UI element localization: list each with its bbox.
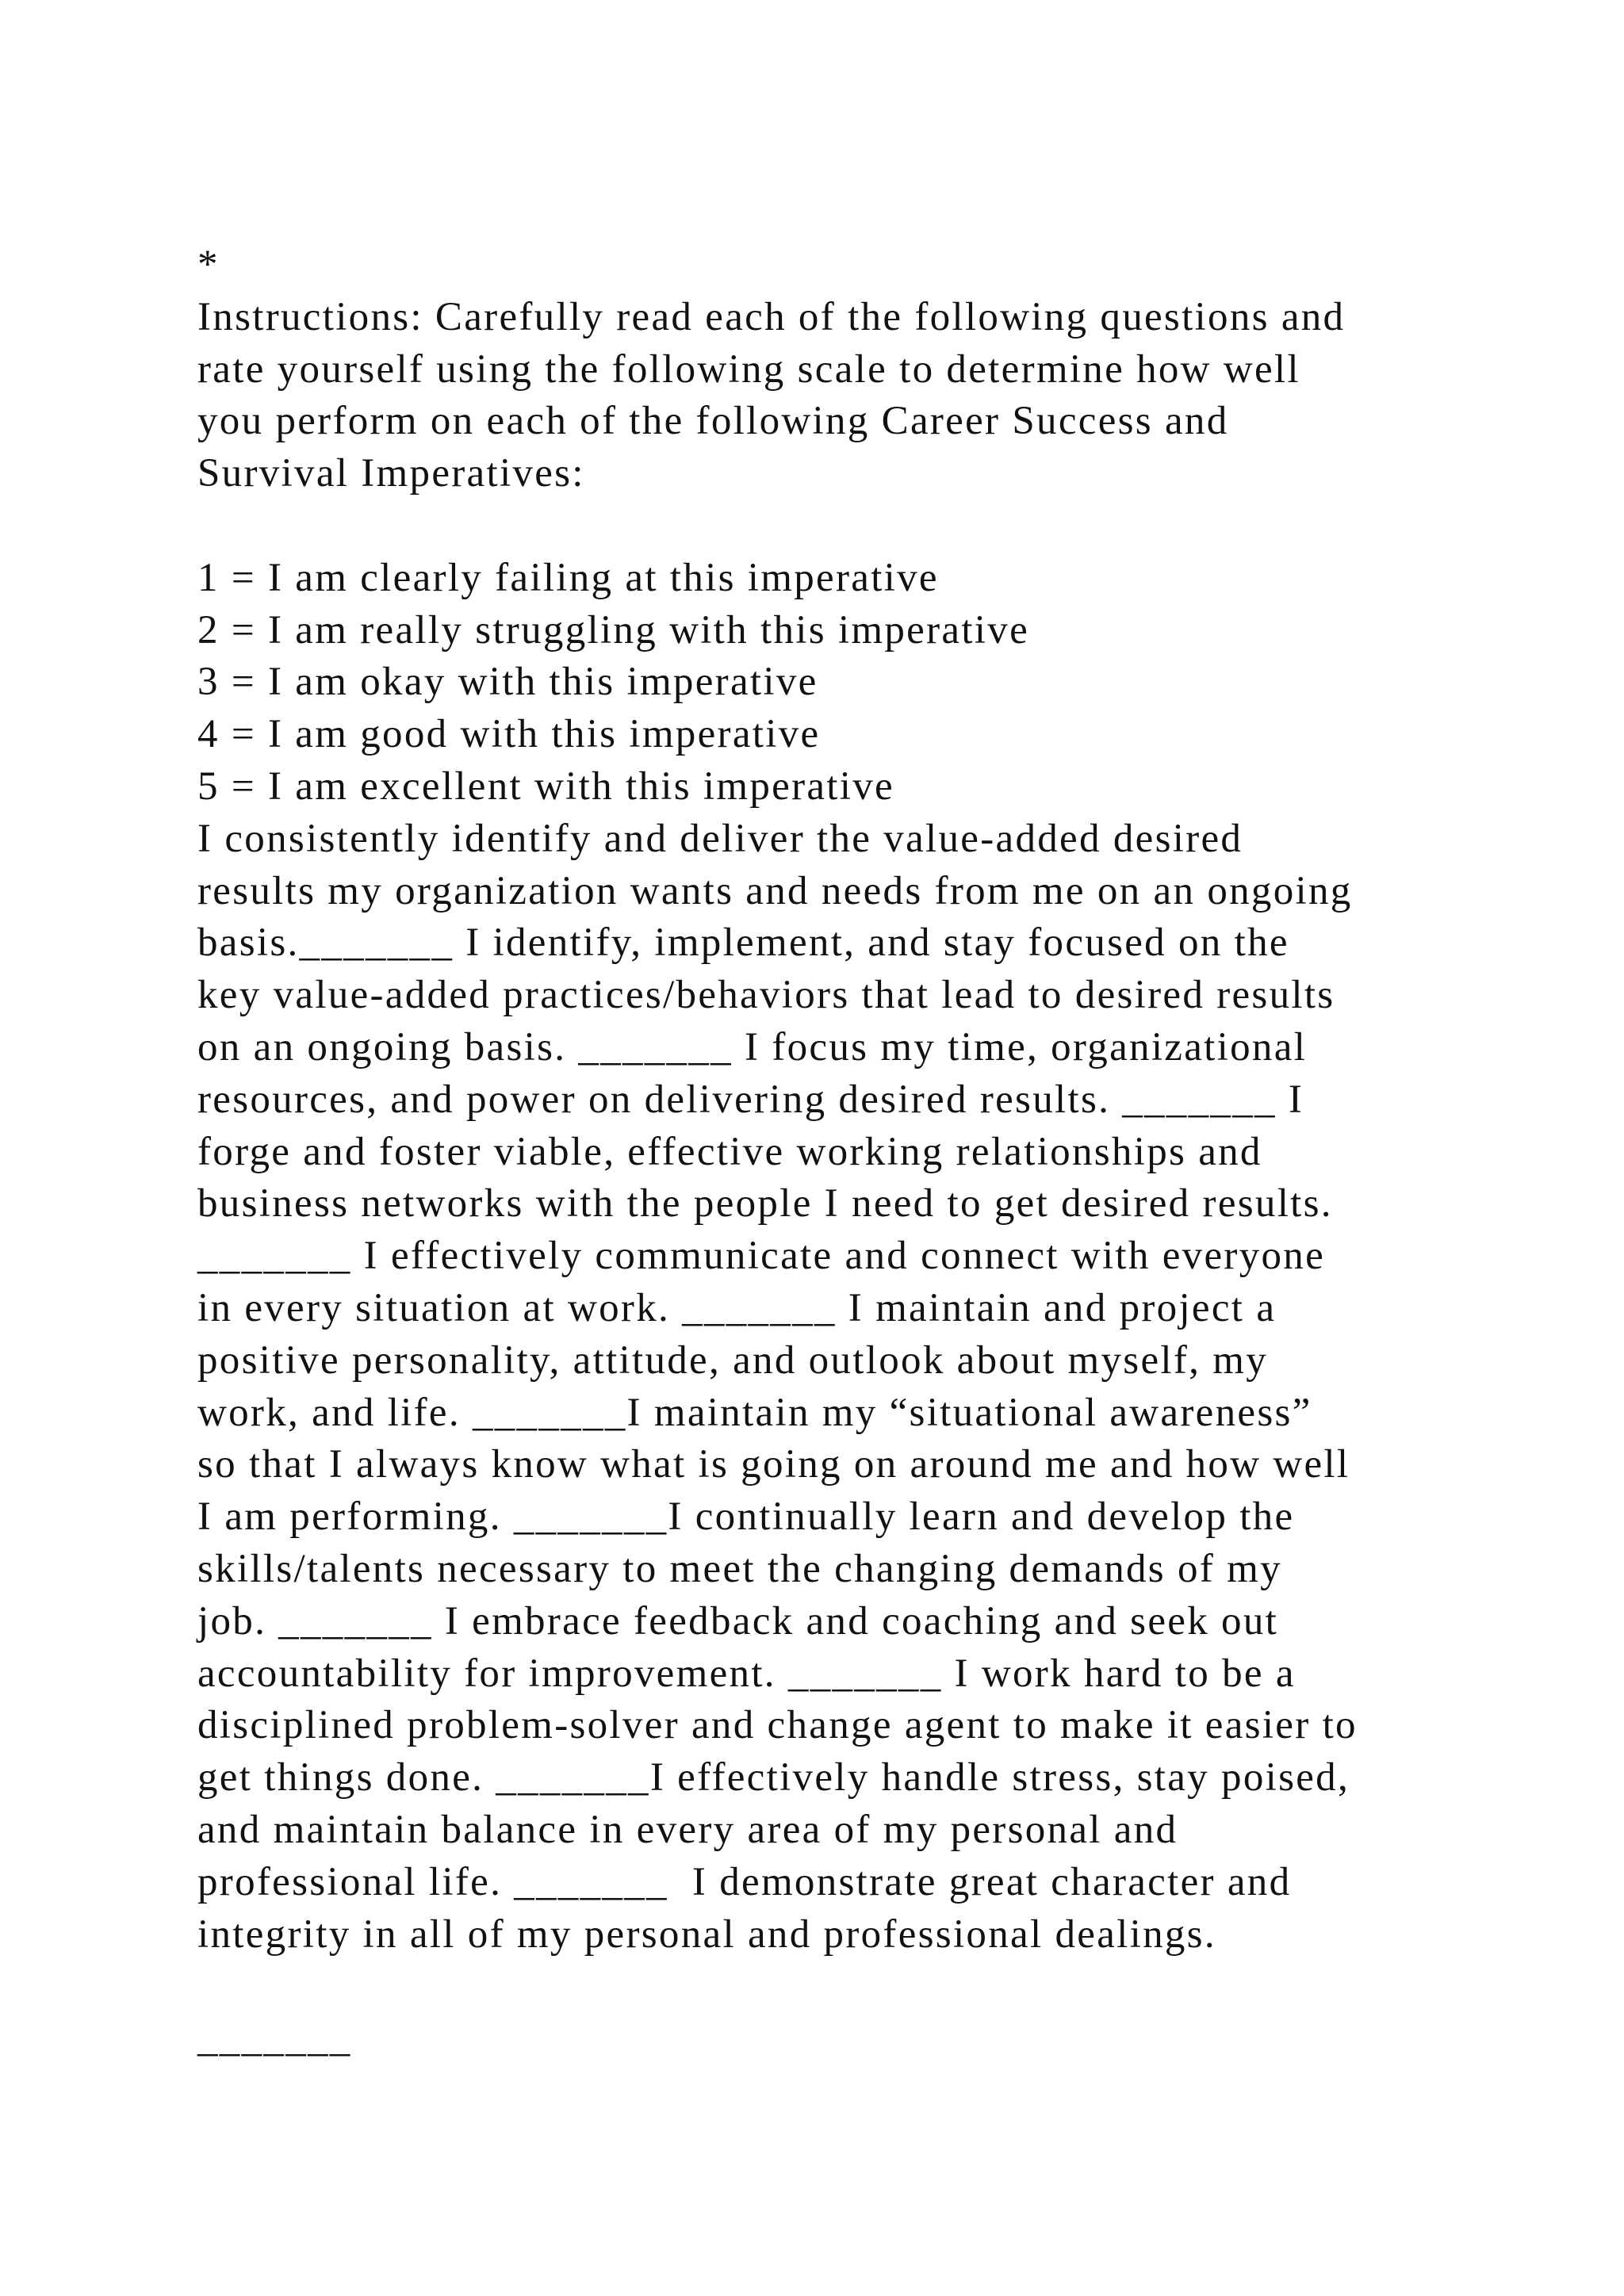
questions-line: so that I always know what is going on around me and how well [197,1442,1350,1487]
questions-line: I am performing. _______I continually learn and develop the [197,1494,1295,1540]
questions-line: on an ongoing basis. _______ I focus my time, organizational [197,1024,1308,1070]
questions-line: in every situation at work. _______ I maintain and project a [197,1285,1277,1330]
instructions-line: rate yourself using the following scale to determine how well [197,346,1300,392]
scale-item: 3 = I am okay with this imperative [197,660,818,705]
questions-line: positive personality, attitude, and outlook about myself, my [197,1337,1268,1383]
paragraph-spacer [197,1961,1450,2013]
questions-line: _______ I effectively communicate and connect with everyone [197,1234,1326,1279]
instructions-line: Instructions: Carefully read each of the following questions and [197,294,1346,339]
questions-line: disciplined problem-solver and change agent to make it easier to [197,1703,1358,1748]
questions-line: basis._______ I identify, implement, and stay focused on the [197,920,1289,966]
questions-line: integrity in all of my personal and professional dealings. [197,1911,1216,1957]
questions-line: work, and life. _______I maintain my “situational awareness” [197,1390,1312,1435]
questions-line: professional life. _______ I demonstrate great character and [197,1859,1292,1904]
document-text [197,239,1450,2065]
questions-line: I consistently identify and deliver the value-added desired [197,816,1243,861]
questions-line: resources, and power on delivering desired results. _______ I [197,1077,1304,1122]
questions-line: skills/talents necessary to meet the changing demands of my [197,1546,1282,1591]
questions-line: forge and foster viable, effective working relationships and [197,1129,1262,1174]
questions-line: get things done. _______I effectively handle stress, stay poised, [197,1755,1350,1800]
questions-line: and maintain balance in every area of my personal and [197,1807,1178,1852]
questions-line: job. _______ I embrace feedback and coaching and seek out [197,1598,1279,1644]
paragraph-spacer [197,500,1450,553]
questions-line: results my organization wants and needs from me on an ongoing [197,868,1353,913]
scale-item: 1 = I am clearly failing at this imperative [197,555,939,600]
questions-line: business networks with the people I need to get desired results. [197,1181,1333,1226]
scale-item: 4 = I am good with this imperative [197,712,821,757]
instructions-line: you perform on each of the following Career Success and [197,399,1229,444]
instructions-line: Survival Imperatives: [197,451,585,496]
questions-line: key value-added practices/behaviors that lead to desired results [197,973,1335,1018]
scale-item: 5 = I am excellent with this imperative [197,763,894,809]
scale-item: 2 = I am really struggling with this imperative [197,607,1030,652]
answer-blank: _______ [197,2016,352,2061]
asterisk-marker: * [197,243,220,287]
questions-line: accountability for improvement. _______ I work hard to be a [197,1651,1296,1696]
